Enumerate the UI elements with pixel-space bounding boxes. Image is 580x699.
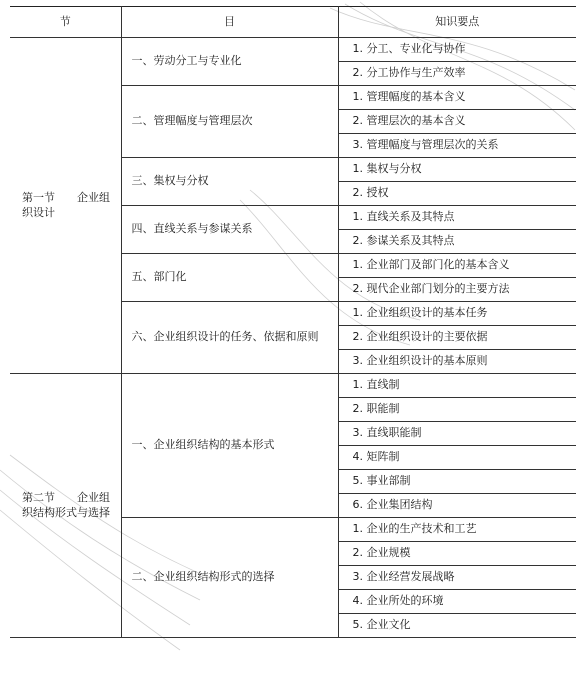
knowledge-point: 1. 直线关系及其特点 xyxy=(338,206,576,230)
knowledge-point: 4. 矩阵制 xyxy=(338,446,576,470)
subsection-title: 五、部门化 xyxy=(121,254,338,302)
subsection-title: 二、管理幅度与管理层次 xyxy=(121,86,338,158)
subsection-title: 二、企业组织结构形式的选择 xyxy=(121,518,338,638)
knowledge-point: 2. 参谋关系及其特点 xyxy=(338,230,576,254)
knowledge-point: 6. 企业集团结构 xyxy=(338,494,576,518)
knowledge-point: 5. 企业文化 xyxy=(338,614,576,638)
knowledge-point: 1. 企业组织设计的基本任务 xyxy=(338,302,576,326)
knowledge-table xyxy=(10,6,576,638)
knowledge-point: 1. 集权与分权 xyxy=(338,158,576,182)
subsection-title: 三、集权与分权 xyxy=(121,158,338,206)
knowledge-point: 2. 管理层次的基本含义 xyxy=(338,110,576,134)
table-row xyxy=(10,374,576,398)
subsection-title: 一、劳动分工与专业化 xyxy=(121,38,338,86)
section-2-name: 第二节 企业组 织结构形式与选择 xyxy=(10,374,121,638)
knowledge-point: 3. 企业组织设计的基本原则 xyxy=(338,350,576,374)
subsection-title: 六、企业组织设计的任务、依据和原则 xyxy=(121,302,338,374)
knowledge-point: 2. 企业规模 xyxy=(338,542,576,566)
knowledge-point: 2. 企业组织设计的主要依据 xyxy=(338,326,576,350)
header-points: 知识要点 xyxy=(338,7,576,38)
subsection-title: 一、企业组织结构的基本形式 xyxy=(121,374,338,518)
header-subsection: 目 xyxy=(121,7,338,38)
knowledge-point: 1. 管理幅度的基本含义 xyxy=(338,86,576,110)
knowledge-point: 4. 企业所处的环境 xyxy=(338,590,576,614)
knowledge-point: 2. 授权 xyxy=(338,182,576,206)
section-1-name: 第一节 企业组 织设计 xyxy=(10,38,121,374)
knowledge-point: 1. 直线制 xyxy=(338,374,576,398)
knowledge-point: 2. 分工协作与生产效率 xyxy=(338,62,576,86)
knowledge-point: 3. 管理幅度与管理层次的关系 xyxy=(338,134,576,158)
knowledge-point: 1. 企业部门及部门化的基本含义 xyxy=(338,254,576,278)
knowledge-point: 2. 职能制 xyxy=(338,398,576,422)
knowledge-point: 3. 直线职能制 xyxy=(338,422,576,446)
header-section: 节 xyxy=(10,7,121,38)
table-row xyxy=(10,38,576,62)
table-header-row xyxy=(10,7,576,38)
subsection-title: 四、直线关系与参谋关系 xyxy=(121,206,338,254)
knowledge-point: 2. 现代企业部门划分的主要方法 xyxy=(338,278,576,302)
knowledge-point: 1. 分工、专业化与协作 xyxy=(338,38,576,62)
knowledge-point: 1. 企业的生产技术和工艺 xyxy=(338,518,576,542)
knowledge-point: 5. 事业部制 xyxy=(338,470,576,494)
knowledge-point: 3. 企业经营发展战略 xyxy=(338,566,576,590)
